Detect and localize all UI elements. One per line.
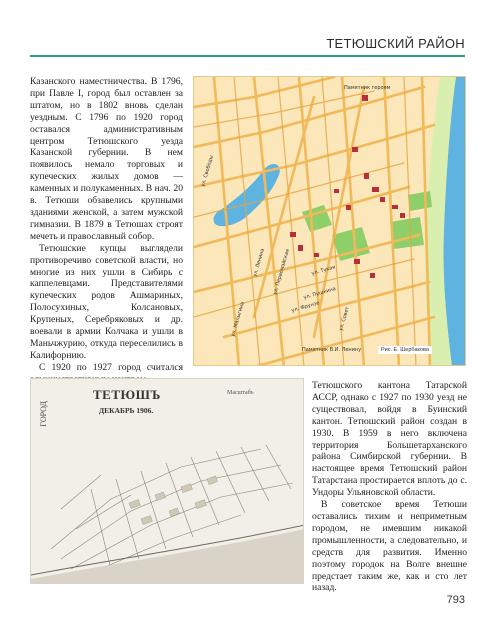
right-text-column [312, 380, 467, 594]
old-map-scale: Масштабъ [227, 390, 254, 396]
paragraph: С 1920 по 1927 город считался [39, 361, 183, 373]
city-map [193, 76, 466, 366]
map-building [392, 205, 398, 209]
map-poi-label: Памятник В.И. Ленину [302, 347, 362, 353]
map-building [290, 232, 296, 237]
park [390, 217, 424, 249]
paragraph: Казанского наместничества. В 1796, при Павле I, город был оставлен за штатом, но в 1802 вновь сделан уездным. С 1796 по 1920 город оставался административным центром Тетюшского уезда Казанской губернии. В нем появилось немало торговых и купеческих жилых домов — каменных и полукаменных. В нач. 20 в. Тетюши обзавелись крупными зданиями женской, а затем мужской гимназии. В 1879 в Тетюшах строят мечеть и православный собор. [30, 76, 183, 242]
map-building [346, 205, 351, 210]
old-map-date: ДЕКАБРЬ 1906. [99, 406, 154, 415]
map-credit: Рис. Е. Шербакова [378, 346, 432, 354]
map-building [372, 187, 379, 192]
street-label: ул. Тукая [310, 264, 337, 277]
paragraph: В советское время Тетюши оставались тихим и неприметным городом, не имевшим никакой промышленности, а следовательно, и средств для развития. Именно поэтому городок на Волге внешне предстает таким же, как и сто лет назад. [312, 499, 467, 594]
map-building [400, 213, 405, 218]
page-number: 793 [446, 594, 465, 606]
paragraph: Тетюшские купцы выглядели противоречиво советской власти, но многие из них ушли в Сибирь с каппелевцами. Представителями купеческих родов Ашмариных, Полосухиных, Колсановых, Крупеных, Серебряковых и др. воевали в армии Колчака и ушли в Маньчжурию, откуда переселились в Калифорнию. [30, 242, 183, 361]
paragraph: Тетюшского кантона Татарской АССР, однако с 1927 по 1930 уезд не существовал, войдя в Буинский кантон. Тетюшский район создан в 1930. В 1959 в него включена территория Большетарханского района Симбирской губернии. В настоящее время Тетюшский район Татарстана простирается вплоть до с. Ундоры Ульяновской области. [312, 380, 467, 499]
map-building [334, 189, 339, 193]
map-building [352, 147, 358, 152]
map-building [298, 245, 303, 251]
street-label: ул. Пушкина [302, 285, 337, 301]
street-label: ул. Свободы [200, 154, 215, 188]
header-rule [30, 55, 465, 57]
map-building [362, 95, 368, 101]
street-label: ул. Ленина [252, 247, 266, 278]
old-map-side-label: ГОРОД [39, 401, 48, 427]
street-label: ул. Совет [338, 306, 351, 332]
street-label: ул. Фрунзе [290, 300, 321, 314]
street-label: ул. Малыгина [230, 301, 246, 338]
map-building [380, 197, 385, 202]
map-building [354, 259, 360, 264]
left-text-column [30, 76, 183, 386]
page-header-title: ТЕТЮШСКИЙ РАЙОН [326, 36, 465, 51]
street-label: ул. Первомайская [272, 248, 291, 296]
old-map-image [30, 378, 304, 584]
old-map-title: ТЕТЮШЪ [93, 387, 161, 402]
map-building [314, 253, 319, 257]
map-building [370, 273, 375, 278]
map-poi-label: Памятник героям [344, 85, 391, 91]
map-building [364, 173, 369, 179]
